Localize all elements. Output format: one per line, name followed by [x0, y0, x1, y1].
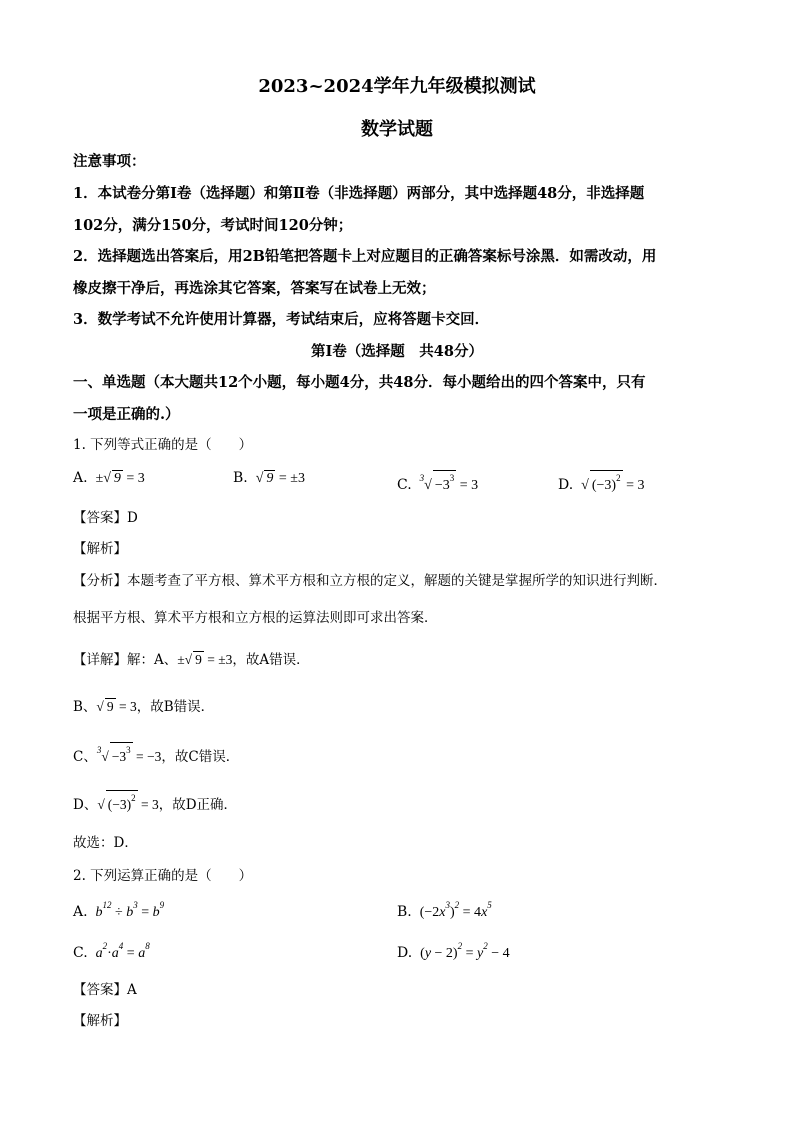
note-3: 3．数学考试不允许使用计算器，考试结束后，应将答题卡交回．: [73, 311, 490, 328]
q1-detail-c-formula: $^3√ -3^3 = -3$: [97, 749, 162, 764]
q1-detail-d-prefix: D、: [73, 797, 98, 813]
section-title: 第Ⅰ卷（选择题 共48分）: [311, 343, 483, 360]
exam-title: 2023~2024学年九年级模拟测试: [258, 76, 536, 97]
notes-heading: 注意事项：: [73, 153, 146, 170]
note-2-line-2: 橡皮擦干净后，再选涂其它答案，答案写在试卷上无效；: [73, 280, 436, 297]
note-1-line-1: 1．本试卷分第Ⅰ卷（选择题）和第Ⅱ卷（非选择题）两部分，其中选择题48分，非选择题: [73, 185, 645, 202]
q1-detail-d-tail: ，故D正确．: [158, 797, 238, 813]
q1-option-d-formula: √ $(-3)^2 = 3$: [578, 478, 645, 493]
note-2-line-1: 2．选择题选出答案后，用2B铅笔把答题卡上对应题目的正确答案标号涂黑．如需改动，用: [73, 248, 657, 265]
q1-option-d-label: D.: [558, 477, 574, 493]
q2-option-a-formula: $b^{12} \div b^3 = b^9$: [92, 900, 165, 920]
q1-option-c: [397, 470, 478, 494]
q1-detail-c-tail: ，故C错误．: [161, 749, 240, 765]
q2-stem: 2. 下列运算正确的是（ ）: [73, 868, 253, 884]
q1-choose: 故选：D．: [73, 835, 138, 851]
q1-detail-c: [73, 742, 239, 765]
q1-detail-b: [73, 695, 214, 715]
q1-analysis-label: 【解析】: [73, 541, 127, 557]
q2-option-d: [397, 941, 510, 962]
q1-detail-b-formula: √ 9 = 3: [96, 699, 137, 714]
q2-option-b: [397, 900, 492, 921]
q1-detail-a-tail: ，故A错误．: [232, 652, 310, 668]
q1-detail-b-tail: ，故B错误．: [136, 699, 215, 715]
q1-detail-b-prefix: B、: [73, 699, 97, 715]
q1-detail-d-formula: √ $(-3)^2 = 3$: [97, 797, 158, 812]
q1-detail-a-prefix: 【详解】解：A、: [73, 652, 178, 668]
q1-fenxi: 【分析】本题考查了平方根、算术平方根和立方根的定义，解题的关键是掌握所学的知识进行判断．: [73, 573, 667, 589]
q1-option-b-formula: √ 9 = ±3: [255, 471, 305, 486]
q1-option-a-formula: ±√ 9 = 3: [92, 471, 145, 486]
q2-answer: 【答案】A: [73, 982, 137, 998]
q1-option-c-label: C.: [397, 477, 412, 493]
q1-fenxi-2: 根据平方根、算术平方根和立方根的运算法则即可求出答案．: [73, 610, 438, 626]
q1-option-b-label: B.: [233, 470, 248, 486]
q1-detail-d: [73, 790, 237, 813]
q1-detail-c-prefix: C、: [73, 749, 97, 765]
q1-option-b: [233, 470, 305, 487]
q2-option-a-label: A.: [73, 904, 88, 920]
q1-detail-a: [73, 648, 310, 668]
q2-option-d-formula: $(y - 2)^2 = y^2 - 4$: [420, 941, 510, 961]
q2-option-c: [73, 941, 150, 962]
q2-option-c-formula: $a^2\cdot a^4 = a^8$: [92, 941, 150, 961]
q1-option-a-label: A.: [73, 470, 88, 486]
q2-option-a: [73, 900, 164, 921]
q1-option-d: [558, 470, 644, 494]
q2-analysis-label: 【解析】: [73, 1013, 127, 1029]
exam-subtitle: 数学试题: [361, 119, 433, 140]
q2-option-c-label: C.: [73, 945, 88, 961]
section-instruction-line-2: 一项是正确的.）: [73, 406, 180, 423]
section-instruction-line-1: 一、单选题（本大题共12个小题，每小题4分，共48分．每小题给出的四个答案中，只有: [73, 374, 646, 391]
q1-stem: 1. 下列等式正确的是（ ）: [73, 437, 253, 453]
q2-option-b-label: B.: [397, 904, 412, 920]
q1-option-c-formula: $^3√ -3^3 = 3$: [416, 478, 478, 493]
q1-detail-a-formula: ±√ 9 = ±3: [177, 652, 233, 667]
note-1-line-2: 102分，满分150分，考试时间120分钟；: [73, 217, 353, 234]
q2-option-d-label: D.: [397, 945, 413, 961]
q1-option-a: [73, 470, 145, 487]
q1-answer: 【答案】D: [73, 510, 138, 526]
q2-option-b-formula: $(-2x^3)^2 = 4x^5$: [419, 900, 492, 920]
